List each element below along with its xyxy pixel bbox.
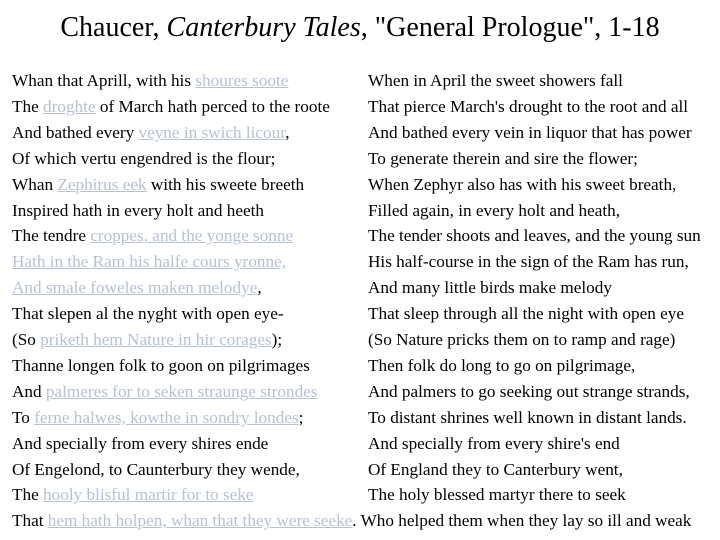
line-text: And (12, 381, 46, 401)
line-text: Whan that Aprill, with his (12, 71, 196, 90)
middle-english-line (12, 382, 317, 402)
middle-english-line (12, 330, 282, 350)
middle-english-line (12, 226, 293, 246)
glossed-phrase-link[interactable]: veyne in swich licour (138, 122, 286, 142)
modern-english-line: Then folk do long to go on pilgrimage, (368, 355, 636, 375)
line-text: That slepen al the nyght with open eye- (12, 304, 284, 324)
middle-english-line (12, 304, 284, 324)
middle-english-line (12, 434, 268, 454)
middle-english-line (12, 485, 254, 505)
glossed-phrase-link[interactable]: palmeres for to seken straunge strondes (45, 381, 318, 401)
modern-english-line: That sleep through all the night with open eye (368, 304, 684, 324)
glossed-phrase-link[interactable]: Zephirus eek (57, 174, 147, 194)
middle-english-line (12, 278, 262, 298)
modern-english-line: When in April the sweet showers fall (368, 71, 623, 90)
modern-english-line: When Zephyr also has with his sweet breath, (368, 174, 677, 194)
modern-english-line: And specially from every shire's end (368, 433, 620, 453)
glossed-phrase-link[interactable]: hooly blisful martir for to seke (43, 485, 254, 505)
line-text: with his sweete breeth (146, 174, 305, 194)
line-text: Of Engelond, to Caunterbury they wende, (12, 459, 300, 479)
modern-english-line: The holy blessed martyr there to seek (368, 485, 626, 505)
line-text: of March hath perced to the roote (95, 96, 330, 116)
modern-english-line: His half-course in the sign of the Ram has run, (368, 252, 689, 272)
modern-english-line: Filled again, in every holt and heath, (368, 200, 621, 220)
middle-english-line (12, 408, 303, 428)
middle-english-line (12, 71, 288, 91)
middle-english-line (12, 252, 286, 272)
middle-english-line (12, 175, 304, 195)
line-text: Of which vertu engendred is the flour; (12, 148, 276, 168)
modern-english-line: (So Nature pricks them on to ramp and rage) (368, 330, 676, 349)
line-text: And specially from every shires ende (12, 433, 269, 453)
glossed-phrase-link[interactable]: ferne halwes, kowthe in sondry londes (34, 407, 299, 427)
line-text: The (12, 485, 44, 505)
line-text: , (257, 278, 262, 298)
glossed-phrase-link[interactable]: croppes, and the yonge sonne (90, 226, 294, 246)
line-text: And bathed every (12, 122, 139, 142)
glossed-phrase-link[interactable]: And smale foweles maken melodye (12, 278, 258, 298)
modern-english-line: And bathed every vein in liquor that has power (368, 122, 692, 142)
line-text: To (12, 407, 35, 427)
line-text: ); (271, 330, 283, 349)
title-work: Canterbury Tales (166, 12, 361, 43)
modern-english-line: And many little birds make melody (368, 278, 612, 298)
line-text: Whan (12, 174, 58, 194)
middle-english-line (12, 460, 300, 480)
title-section: , "General Prologue", 1-18 (360, 12, 660, 43)
modern-english-line: To distant shrines well known in distant lands. (368, 407, 687, 427)
line-text: Inspired hath in every holt and heeth (12, 200, 265, 220)
middle-english-line (12, 511, 691, 531)
modern-english-line: Of England they to Canterbury went, (368, 459, 623, 479)
glossed-phrase-link[interactable]: shoures soote (195, 71, 289, 90)
modern-english-line: The tender shoots and leaves, and the young sun (368, 226, 701, 246)
line-text: That (12, 511, 48, 531)
line-text: The (12, 96, 44, 116)
slide-title (0, 12, 720, 44)
glossed-phrase-link[interactable]: Hath in the Ram his halfe cours yronne, (12, 252, 286, 272)
middle-english-line (12, 97, 330, 117)
middle-english-line (12, 201, 264, 221)
line-text: Thanne longen folk to goon on pilgrimages (12, 355, 310, 375)
middle-english-line (12, 149, 275, 169)
line-text: , (285, 122, 290, 142)
line-text: ; (298, 407, 304, 427)
modern-english-line: That pierce March's drought to the root and all (368, 96, 689, 116)
modern-english-line: And palmers to go seeking out strange strands, (368, 381, 690, 401)
title-author: Chaucer, (60, 12, 167, 43)
middle-english-line (12, 123, 290, 143)
line-text: . Who helped them when they lay so ill and weak (352, 511, 692, 531)
glossed-phrase-link[interactable]: droghte (43, 96, 96, 116)
glossed-phrase-link[interactable]: priketh hem Nature in hir corages (40, 330, 272, 349)
middle-english-line (12, 356, 310, 376)
modern-english-line: To generate therein and sire the flower; (368, 148, 638, 168)
line-text: The tendre (12, 226, 91, 246)
line-text: (So (12, 330, 41, 349)
glossed-phrase-link[interactable]: hem hath holpen, whan that they were seeke (47, 511, 353, 531)
